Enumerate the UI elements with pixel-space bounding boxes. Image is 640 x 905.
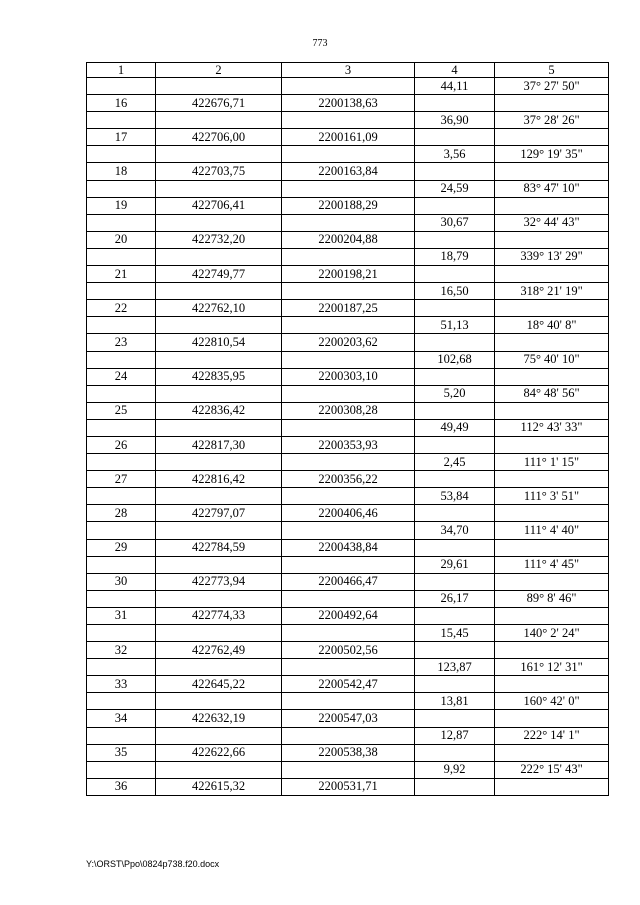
table-cell — [415, 300, 495, 317]
table-cell: 13,81 — [415, 693, 495, 710]
table-cell: 2200303,10 — [282, 368, 415, 385]
page-number: 773 — [312, 38, 328, 49]
table-cell: 35 — [87, 744, 156, 761]
table-cell: 2200188,29 — [282, 197, 415, 214]
table-cell: 34,70 — [415, 522, 495, 539]
table-cell: 17 — [87, 129, 156, 146]
table-row — [87, 419, 609, 436]
table-cell — [156, 625, 282, 642]
table-cell: 18° 40' 8" — [495, 317, 609, 334]
table-cell: 30,67 — [415, 214, 495, 231]
table-cell — [495, 505, 609, 522]
table-cell: 111° 4' 40" — [495, 522, 609, 539]
table-cell: 32° 44' 43" — [495, 214, 609, 231]
table-cell — [495, 368, 609, 385]
table-cell: 18 — [87, 163, 156, 180]
table-cell: 2200161,09 — [282, 129, 415, 146]
table-cell — [415, 368, 495, 385]
table-cell — [87, 180, 156, 197]
table-body — [87, 78, 609, 796]
table-cell — [282, 590, 415, 607]
table-cell — [415, 334, 495, 351]
table-cell — [415, 231, 495, 248]
table-cell — [87, 146, 156, 163]
table-cell — [87, 693, 156, 710]
table-cell: 36 — [87, 778, 156, 795]
table-row — [87, 129, 609, 146]
table-cell — [87, 419, 156, 436]
table-cell: 84° 48' 56" — [495, 385, 609, 402]
table-cell — [495, 266, 609, 283]
column-header: 5 — [495, 63, 609, 78]
table-cell: 339° 13' 29" — [495, 248, 609, 265]
table-cell: 422749,77 — [156, 266, 282, 283]
table-cell — [415, 607, 495, 624]
table-cell — [282, 317, 415, 334]
table-cell: 2200308,28 — [282, 402, 415, 419]
table-cell: 29,61 — [415, 556, 495, 573]
table-cell: 34 — [87, 710, 156, 727]
table-cell: 422762,49 — [156, 642, 282, 659]
table-cell: 9,92 — [415, 761, 495, 778]
table-header-row — [87, 63, 609, 78]
table-cell: 422835,95 — [156, 368, 282, 385]
table-row — [87, 676, 609, 693]
table-cell — [495, 163, 609, 180]
table-cell: 49,49 — [415, 419, 495, 436]
table-cell: 2200203,62 — [282, 334, 415, 351]
column-header: 2 — [156, 63, 282, 78]
table-row — [87, 283, 609, 300]
table-cell: 27 — [87, 471, 156, 488]
table-cell — [282, 659, 415, 676]
table-cell: 20 — [87, 231, 156, 248]
table-cell: 422797,07 — [156, 505, 282, 522]
table-cell — [156, 385, 282, 402]
footer-file-path: Y:\ORST\Ppo\0824p738.f20.docx — [86, 859, 220, 869]
table-cell: 2200187,25 — [282, 300, 415, 317]
table-cell: 2200353,93 — [282, 436, 415, 453]
table-cell: 111° 3' 51" — [495, 488, 609, 505]
table-cell: 2200466,47 — [282, 573, 415, 590]
table-row — [87, 556, 609, 573]
table-row — [87, 778, 609, 795]
column-header: 4 — [415, 63, 495, 78]
table-cell — [415, 676, 495, 693]
table-cell — [282, 283, 415, 300]
table-row — [87, 539, 609, 556]
table-cell — [282, 351, 415, 368]
table-row — [87, 642, 609, 659]
table-cell: 30 — [87, 573, 156, 590]
table-row — [87, 607, 609, 624]
table-cell — [495, 402, 609, 419]
table-cell: 422676,71 — [156, 95, 282, 112]
table-row — [87, 659, 609, 676]
table-cell: 16,50 — [415, 283, 495, 300]
table-cell — [415, 778, 495, 795]
table-cell: 422706,00 — [156, 129, 282, 146]
table-cell: 5,20 — [415, 385, 495, 402]
table-cell — [415, 163, 495, 180]
table-cell: 422732,20 — [156, 231, 282, 248]
column-header: 3 — [282, 63, 415, 78]
table-cell — [156, 146, 282, 163]
table-cell — [282, 385, 415, 402]
table-cell — [495, 129, 609, 146]
table-row — [87, 402, 609, 419]
table-cell: 32 — [87, 642, 156, 659]
table-cell: 2200492,64 — [282, 607, 415, 624]
table-cell: 422816,42 — [156, 471, 282, 488]
table-cell — [282, 419, 415, 436]
table-cell — [495, 300, 609, 317]
table-cell — [282, 693, 415, 710]
table-cell: 2200204,88 — [282, 231, 415, 248]
table-cell: 83° 47' 10" — [495, 180, 609, 197]
table-cell — [87, 659, 156, 676]
table-cell: 2200538,38 — [282, 744, 415, 761]
table-cell: 28 — [87, 505, 156, 522]
table-cell — [156, 317, 282, 334]
table-row — [87, 214, 609, 231]
table-row — [87, 266, 609, 283]
table-cell: 123,87 — [415, 659, 495, 676]
table-cell — [495, 778, 609, 795]
table-row — [87, 505, 609, 522]
table-cell — [495, 744, 609, 761]
table-cell: 26 — [87, 436, 156, 453]
table-cell — [156, 419, 282, 436]
table-cell — [495, 676, 609, 693]
table-cell — [495, 334, 609, 351]
table-cell — [156, 522, 282, 539]
table-cell — [156, 659, 282, 676]
table-cell: 75° 40' 10" — [495, 351, 609, 368]
table-cell — [87, 112, 156, 129]
table-row — [87, 590, 609, 607]
table-cell — [415, 744, 495, 761]
table-cell: 19 — [87, 197, 156, 214]
table-cell — [415, 129, 495, 146]
table-cell: 102,68 — [415, 351, 495, 368]
table-cell — [495, 607, 609, 624]
table-row — [87, 78, 609, 95]
table-cell: 111° 4' 45" — [495, 556, 609, 573]
table-cell — [87, 317, 156, 334]
table-cell — [495, 642, 609, 659]
table-cell — [415, 642, 495, 659]
table-cell: 422774,33 — [156, 607, 282, 624]
table-cell: 422632,19 — [156, 710, 282, 727]
table-cell — [282, 454, 415, 471]
table-row — [87, 197, 609, 214]
table-cell — [282, 78, 415, 95]
table-row — [87, 488, 609, 505]
table-row — [87, 334, 609, 351]
table-cell — [87, 283, 156, 300]
table-cell: 23 — [87, 334, 156, 351]
table-cell: 2200547,03 — [282, 710, 415, 727]
table-cell — [87, 78, 156, 95]
table-cell: 422762,10 — [156, 300, 282, 317]
table-cell: 161° 12' 31" — [495, 659, 609, 676]
table-cell: 422706,41 — [156, 197, 282, 214]
table-cell: 53,84 — [415, 488, 495, 505]
table-row — [87, 317, 609, 334]
table-cell: 222° 14' 1" — [495, 727, 609, 744]
table-cell: 2200542,47 — [282, 676, 415, 693]
table-cell: 29 — [87, 539, 156, 556]
table-cell: 2200531,71 — [282, 778, 415, 795]
table-cell: 2200502,56 — [282, 642, 415, 659]
table-row — [87, 385, 609, 402]
table-row — [87, 573, 609, 590]
table-cell — [282, 146, 415, 163]
table-cell: 160° 42' 0" — [495, 693, 609, 710]
table-cell — [87, 351, 156, 368]
table-cell — [415, 95, 495, 112]
table-cell: 422622,66 — [156, 744, 282, 761]
table-row — [87, 727, 609, 744]
table-cell: 129° 19' 35" — [495, 146, 609, 163]
table-row — [87, 454, 609, 471]
table-row — [87, 180, 609, 197]
table-cell — [495, 573, 609, 590]
table-cell: 16 — [87, 95, 156, 112]
table-cell: 37° 28' 26" — [495, 112, 609, 129]
table-cell — [156, 248, 282, 265]
table-cell — [87, 761, 156, 778]
table-row — [87, 112, 609, 129]
table-row — [87, 744, 609, 761]
table-cell — [156, 761, 282, 778]
table-cell — [415, 573, 495, 590]
table-cell: 2200198,21 — [282, 266, 415, 283]
table-row — [87, 471, 609, 488]
table-cell — [282, 556, 415, 573]
table-cell: 3,56 — [415, 146, 495, 163]
table-cell: 2200406,46 — [282, 505, 415, 522]
table-cell — [495, 471, 609, 488]
table-cell — [415, 471, 495, 488]
table-cell — [282, 180, 415, 197]
table-cell — [415, 266, 495, 283]
table-cell — [415, 402, 495, 419]
table-row — [87, 710, 609, 727]
table-cell — [282, 112, 415, 129]
table-cell: 422836,42 — [156, 402, 282, 419]
table-cell — [156, 180, 282, 197]
table-cell — [156, 556, 282, 573]
table-cell: 222° 15' 43" — [495, 761, 609, 778]
table-cell: 25 — [87, 402, 156, 419]
table-cell: 422773,94 — [156, 573, 282, 590]
table-cell — [415, 436, 495, 453]
table-cell: 51,13 — [415, 317, 495, 334]
table-cell — [282, 727, 415, 744]
table-cell — [156, 727, 282, 744]
table-cell: 422784,59 — [156, 539, 282, 556]
table-row — [87, 300, 609, 317]
table-cell — [87, 248, 156, 265]
table-cell — [282, 761, 415, 778]
table-row — [87, 95, 609, 112]
table-cell — [156, 454, 282, 471]
column-header: 1 — [87, 63, 156, 78]
table-cell — [156, 214, 282, 231]
table-cell — [495, 710, 609, 727]
table-cell — [87, 385, 156, 402]
table-cell: 422703,75 — [156, 163, 282, 180]
table-cell — [87, 488, 156, 505]
table-cell — [156, 351, 282, 368]
table-cell — [156, 590, 282, 607]
table-row — [87, 231, 609, 248]
table-cell: 33 — [87, 676, 156, 693]
table-cell — [282, 488, 415, 505]
table-row — [87, 522, 609, 539]
table-cell: 2200438,84 — [282, 539, 415, 556]
table-cell — [87, 590, 156, 607]
table-cell — [282, 248, 415, 265]
table-cell: 12,87 — [415, 727, 495, 744]
table-cell: 2200163,84 — [282, 163, 415, 180]
table-cell: 2,45 — [415, 454, 495, 471]
table-cell — [87, 556, 156, 573]
table-cell: 21 — [87, 266, 156, 283]
table-cell — [87, 625, 156, 642]
table-cell: 36,90 — [415, 112, 495, 129]
table-cell: 24 — [87, 368, 156, 385]
table-cell — [415, 197, 495, 214]
table-cell — [495, 436, 609, 453]
table-cell — [495, 95, 609, 112]
table-cell — [87, 727, 156, 744]
table-cell: 422817,30 — [156, 436, 282, 453]
table-cell: 89° 8' 46" — [495, 590, 609, 607]
table-cell: 31 — [87, 607, 156, 624]
table-row — [87, 625, 609, 642]
table-row — [87, 146, 609, 163]
table-row — [87, 368, 609, 385]
table-cell: 44,11 — [415, 78, 495, 95]
table-cell — [156, 488, 282, 505]
table-cell: 422645,22 — [156, 676, 282, 693]
table-cell: 140° 2' 24" — [495, 625, 609, 642]
table-row — [87, 248, 609, 265]
table-cell — [495, 197, 609, 214]
table-cell: 22 — [87, 300, 156, 317]
table-cell — [495, 231, 609, 248]
table-cell: 111° 1' 15" — [495, 454, 609, 471]
table-cell — [282, 522, 415, 539]
table-cell: 15,45 — [415, 625, 495, 642]
table-cell: 2200356,22 — [282, 471, 415, 488]
table-cell — [87, 522, 156, 539]
table-cell: 24,59 — [415, 180, 495, 197]
table-cell: 318° 21' 19" — [495, 283, 609, 300]
table-cell: 18,79 — [415, 248, 495, 265]
table-cell — [156, 112, 282, 129]
table-row — [87, 693, 609, 710]
table-cell — [415, 710, 495, 727]
table-cell: 37° 27' 50" — [495, 78, 609, 95]
table-cell: 2200138,63 — [282, 95, 415, 112]
table-cell — [415, 505, 495, 522]
coordinates-table — [86, 62, 609, 796]
table-row — [87, 351, 609, 368]
table-cell — [282, 625, 415, 642]
table-cell — [156, 693, 282, 710]
table-row — [87, 163, 609, 180]
table-cell — [282, 214, 415, 231]
table-cell — [156, 283, 282, 300]
table-cell: 26,17 — [415, 590, 495, 607]
table-cell — [415, 539, 495, 556]
table-row — [87, 436, 609, 453]
table-row — [87, 761, 609, 778]
table-cell — [156, 78, 282, 95]
table-cell — [87, 214, 156, 231]
table-cell: 422615,32 — [156, 778, 282, 795]
table-cell — [87, 454, 156, 471]
table-cell: 422810,54 — [156, 334, 282, 351]
table-cell — [495, 539, 609, 556]
table-cell: 112° 43' 33" — [495, 419, 609, 436]
